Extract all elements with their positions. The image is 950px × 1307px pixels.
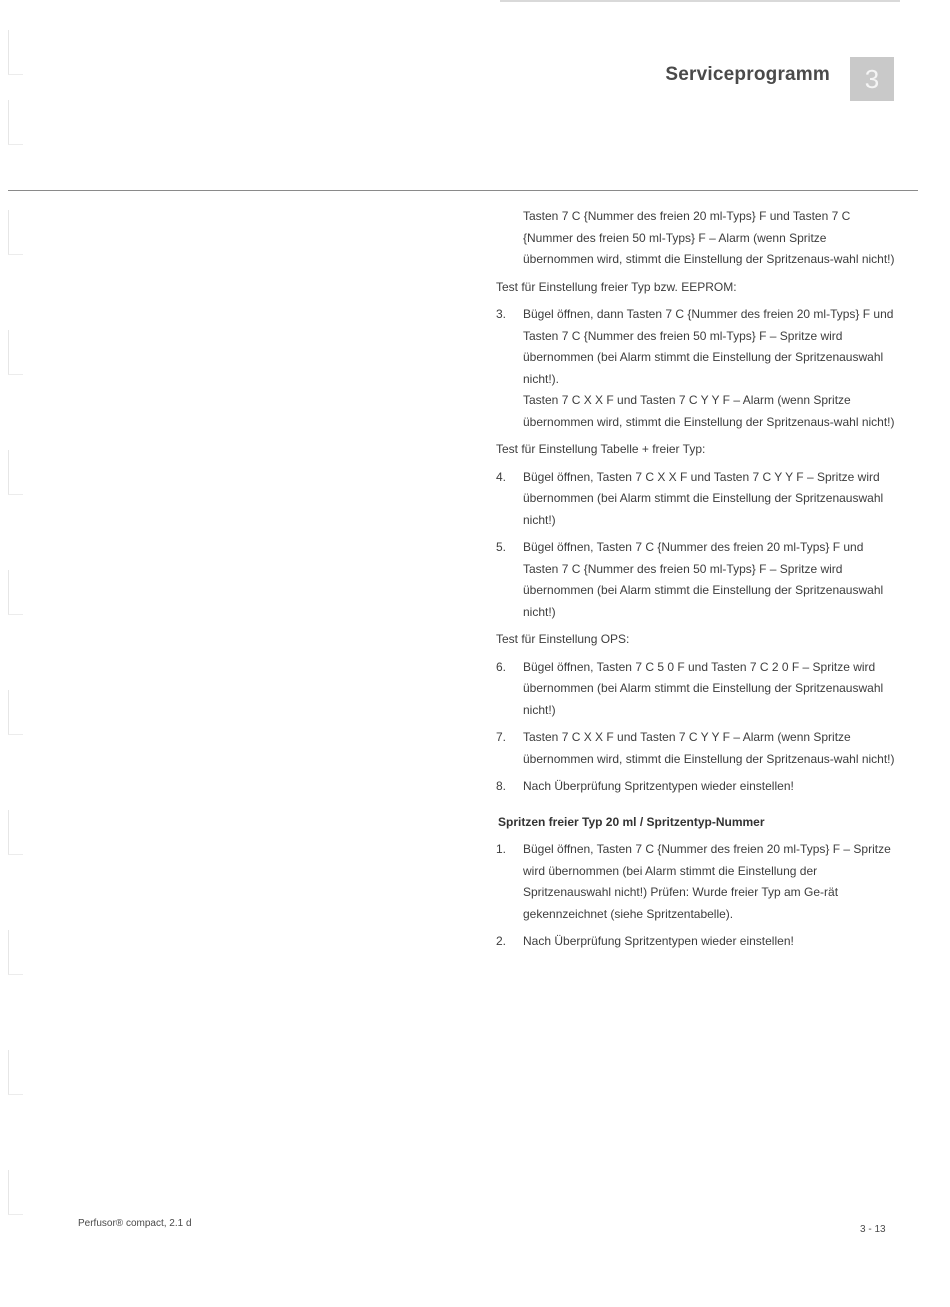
edge-mark bbox=[8, 810, 23, 855]
list-text: Bügel öffnen, Tasten 7 C X X F und Tasten 7 C Y Y F – Spritze wird übernommen (bei Alarm stimmt die Einstellung der Spritzenauswahl nicht!) bbox=[523, 469, 884, 527]
edge-mark bbox=[8, 330, 23, 375]
edge-mark bbox=[8, 1170, 23, 1215]
header-rule bbox=[8, 190, 918, 191]
list-number: 7. bbox=[496, 730, 507, 744]
list-text: Tasten 7 C X X F und Tasten 7 C Y Y F – Alarm (wenn Spritze übernommen wird, stimmt die Einstellung der Spritzenaus-wahl nicht!) bbox=[523, 393, 895, 429]
edge-mark bbox=[8, 100, 23, 145]
list-text: Nach Überprüfung Spritzentypen wieder einstellen! bbox=[523, 934, 794, 948]
test-heading-table: Test für Einstellung Tabelle + freier Typ: bbox=[496, 442, 706, 456]
list-item bbox=[496, 657, 898, 722]
list-item bbox=[496, 839, 898, 925]
test-heading-free-type: Test für Einstellung freier Typ bzw. EEPROM: bbox=[496, 279, 737, 294]
edge-mark bbox=[8, 1050, 23, 1095]
list-number: 4. bbox=[496, 469, 507, 484]
list-text: Bügel öffnen, dann Tasten 7 C {Nummer des freien 20 ml-Typs} F und Tasten 7 C {Nummer des freien 50 ml-Typs} F – Spritze wird übernommen (bei Alarm stimmt die Einstellung der Spritzenauswahl nicht!). bbox=[523, 307, 894, 386]
list-number: 8. bbox=[496, 779, 507, 793]
section-title: Spritzen freier Typ 20 ml / Spritzentyp-Nummer bbox=[498, 814, 765, 829]
list-number: 3. bbox=[496, 307, 507, 321]
list-text: Bügel öffnen, Tasten 7 C 5 0 F und Tasten 7 C 2 0 F – Spritze wird übernommen (bei Alarm stimmt die Einstellung der Spritzenauswahl nicht!) bbox=[523, 659, 884, 717]
test-heading-ops: Test für Einstellung OPS: bbox=[496, 632, 630, 646]
edge-mark bbox=[8, 30, 23, 75]
list-item bbox=[496, 776, 898, 798]
list-item bbox=[496, 727, 898, 770]
footer-product: Perfusor® compact, 2.1 d bbox=[78, 1218, 192, 1229]
edge-mark bbox=[8, 450, 23, 495]
main-content bbox=[496, 206, 898, 959]
edge-mark bbox=[8, 570, 23, 615]
list-number: 2. bbox=[496, 934, 507, 948]
edge-mark bbox=[8, 930, 23, 975]
chapter-tab: 3 bbox=[850, 57, 894, 101]
edge-mark bbox=[8, 690, 23, 735]
binder-edge-marks bbox=[0, 0, 30, 1307]
list-text: Tasten 7 C X X F und Tasten 7 C Y Y F – Alarm (wenn Spritze übernommen wird, stimmt die Einstellung der Spritzenaus-wahl nicht!) bbox=[523, 730, 895, 766]
list-text: Bügel öffnen, Tasten 7 C {Nummer des freien 20 ml-Typs} F und Tasten 7 C {Nummer des freien 50 ml-Typs} F – Spritze wird übernommen (bei Alarm stimmt die Einstellung der Spritzenauswahl nicht!) bbox=[523, 540, 884, 619]
page-number: 3 - 13 bbox=[860, 1224, 886, 1235]
list-text: Nach Überprüfung Spritzentypen wieder einstellen! bbox=[523, 779, 794, 793]
intro-paragraph: Tasten 7 C {Nummer des freien 20 ml-Typs} F und Tasten 7 C {Nummer des freien 50 ml-Typs} F – Alarm (wenn Spritze übernommen wird, stimmt die Einstellung der Spritzenaus-wahl nicht!) bbox=[523, 209, 895, 266]
list-item bbox=[496, 467, 898, 532]
list-item bbox=[496, 304, 898, 433]
list-number: 1. bbox=[496, 842, 507, 856]
list-text: Bügel öffnen, Tasten 7 C {Nummer des freien 20 ml-Typs} F – Spritze wird übernommen (bei Alarm stimmt die Einstellung der Spritzenauswahl nicht!) Prüfen: Wurde freier Typ am Ge-rät gekennzeichnet (siehe Spritzentabelle). bbox=[523, 842, 891, 921]
list-item bbox=[496, 537, 898, 623]
list-item bbox=[496, 931, 898, 953]
page-header-title: Serviceprogramm bbox=[665, 64, 830, 85]
list-number: 6. bbox=[496, 659, 507, 674]
edge-mark bbox=[8, 210, 23, 255]
top-cut-line bbox=[500, 0, 900, 6]
list-number: 5. bbox=[496, 540, 507, 554]
